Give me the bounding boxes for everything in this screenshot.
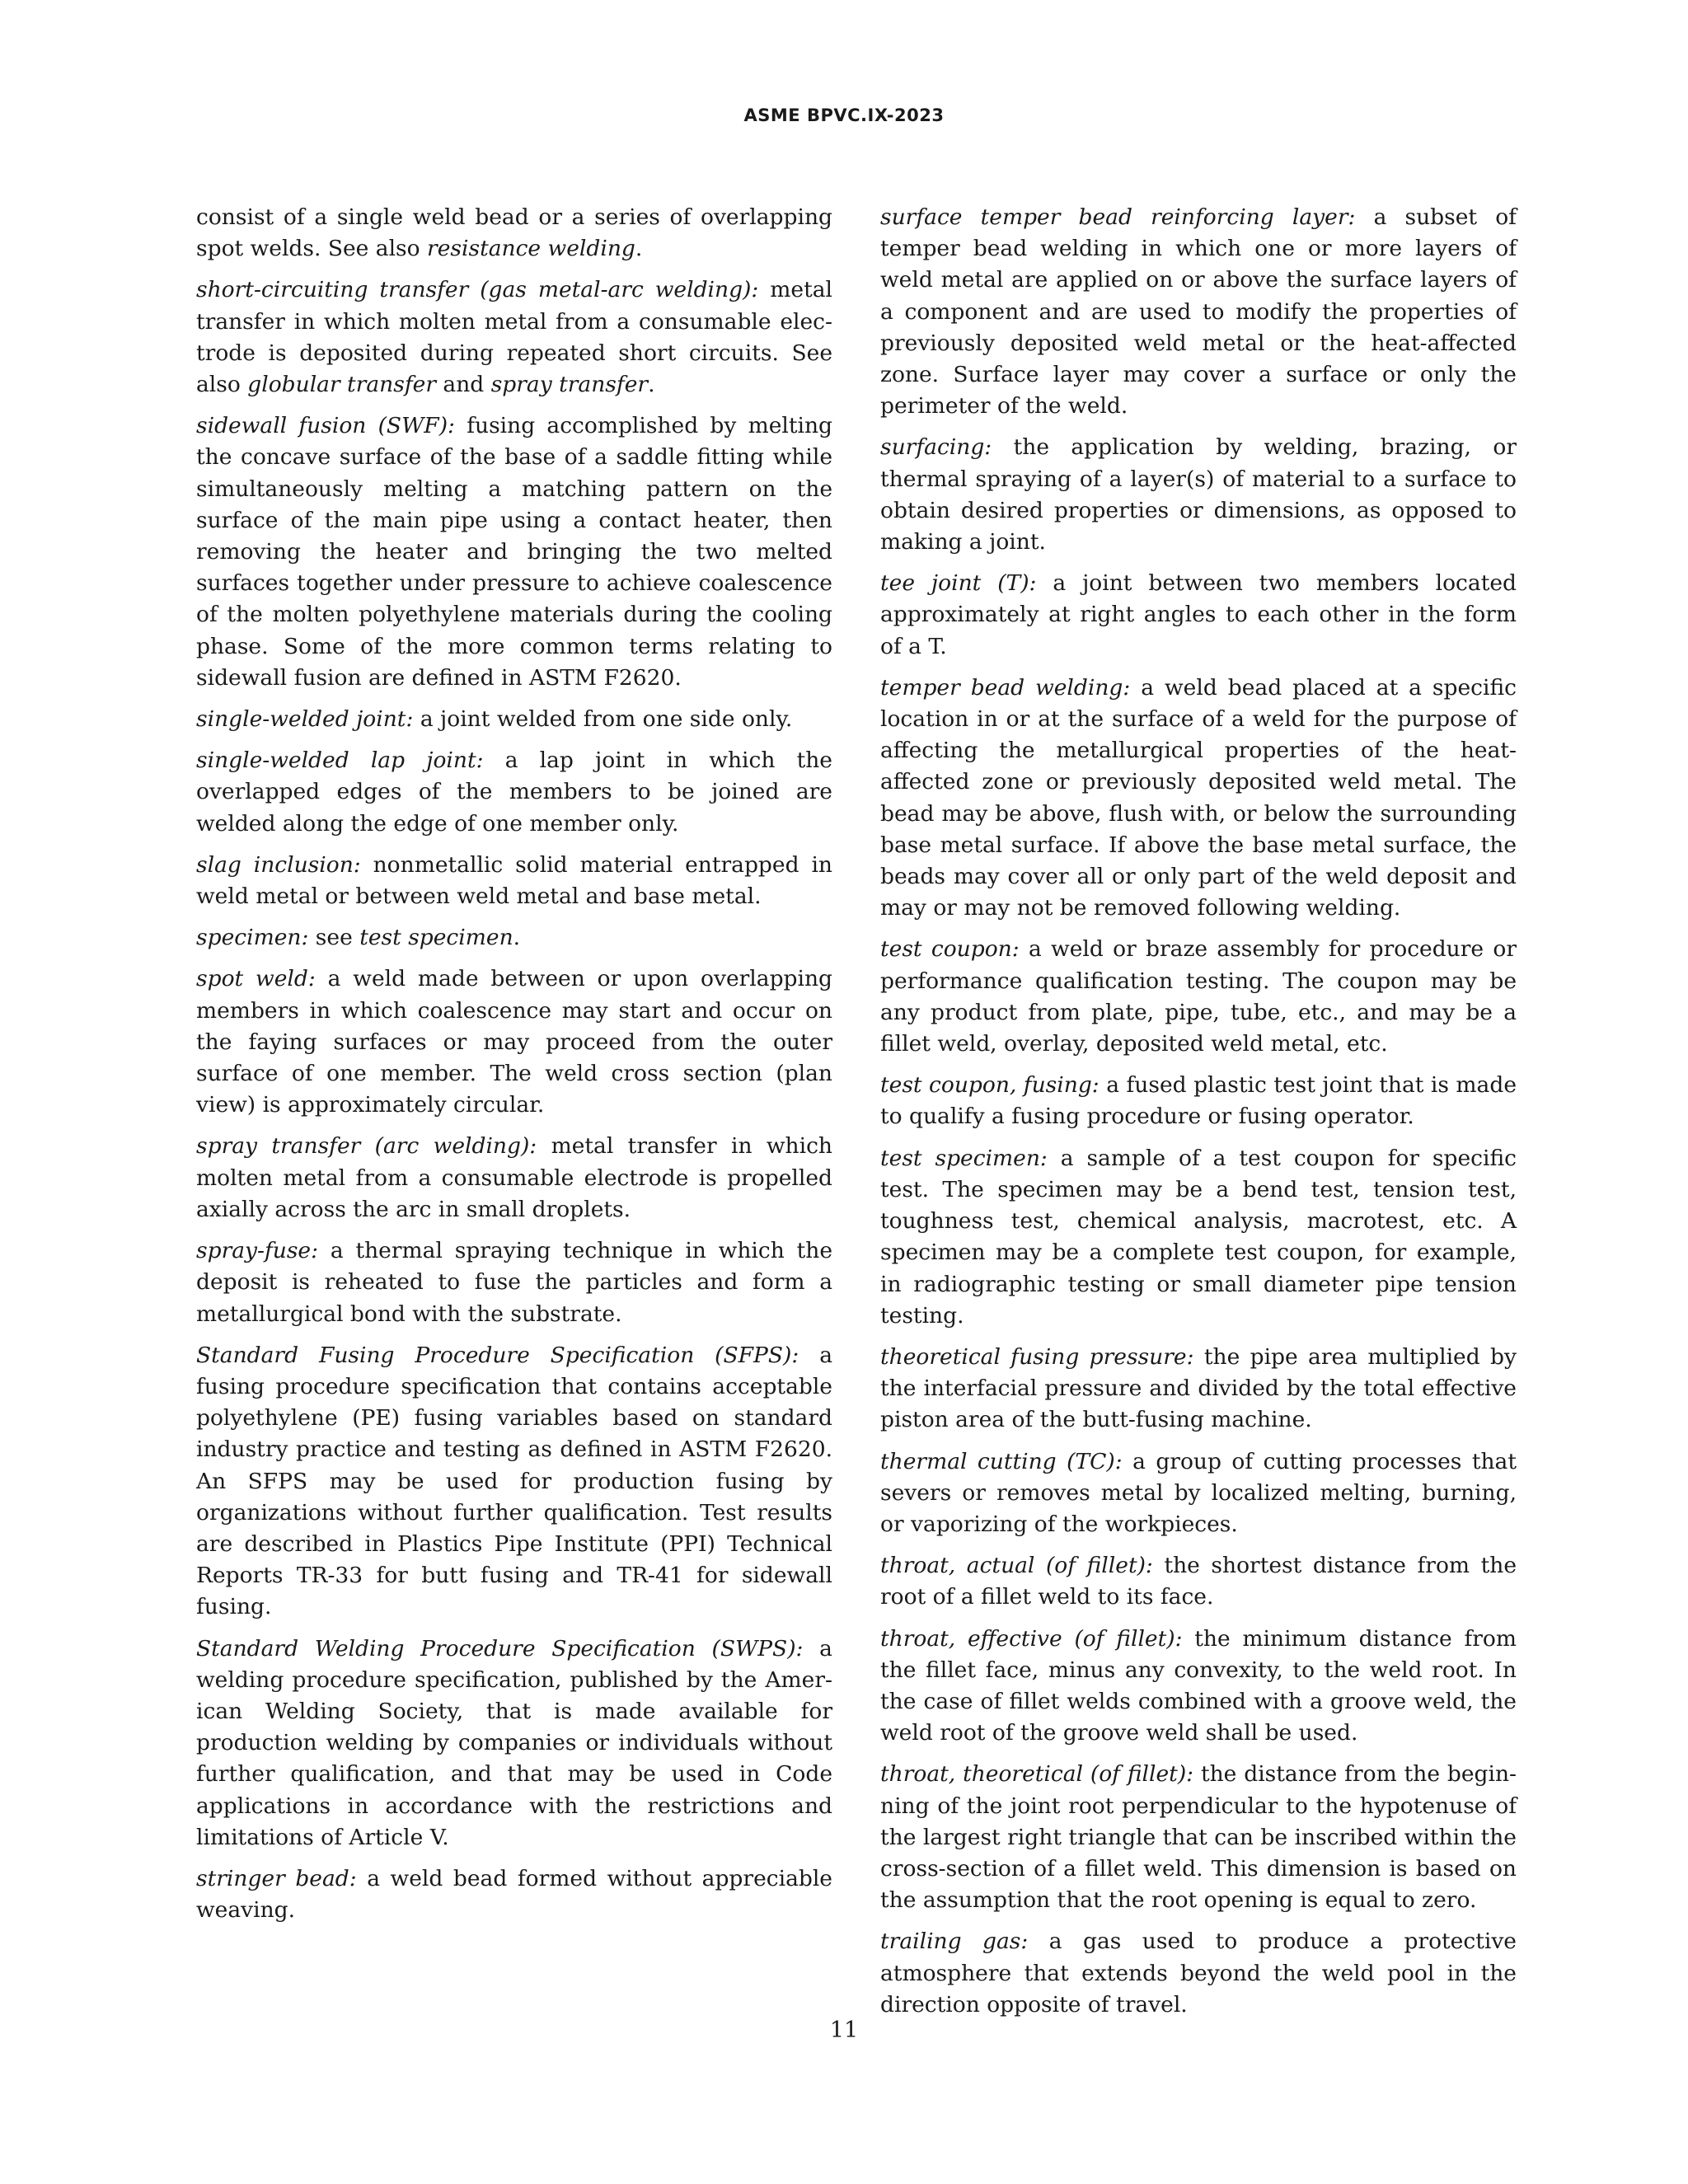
glossary-term: spray-fuse: (196, 1238, 319, 1264)
glossary-term: temper bead welding: (880, 674, 1131, 701)
glossary-term: test specimen: (880, 1145, 1048, 1171)
glossary-definition: a weld bead placed at a specific location in or at the surface of a weld for the purpose of affecting the metallurgical properties of the heat-affected zone or previously deposited weld metal. The bead may be above, flush with, or below the surrounding base metal surface. If above the base metal surface, the beads may cover all or only part of the weld deposit and may or may not be removed following welding. (880, 674, 1517, 921)
page-number: 11 (829, 2018, 859, 2043)
glossary-term: throat, theoretical (of fillet): (880, 1761, 1194, 1788)
page-header: ASME BPVC.IX-2023 (743, 105, 945, 125)
glossary-term: single-welded lap joint: (196, 748, 484, 774)
glossary-term: throat, actual (of fillet): (880, 1553, 1153, 1579)
glossary-definition: a weld made between or upon overlapping members in which coalescence may start and occur on the faying surfaces or may proceed from the outer surface of one member. The weld cross section (plan view) is approximately circular. (196, 966, 832, 1118)
glossary-entry (196, 963, 832, 1121)
glossary-definition: a group of cutting processes that severs or removes metal by localized melting, burning, or vaporizing of the workpieces. (880, 1448, 1517, 1537)
glossary-entry (196, 745, 832, 840)
glossary-term: trailing gas: (880, 1929, 1029, 1955)
glossary-entry (880, 1550, 1517, 1613)
glossary-definition: a subset of temper bead welding in which one or more layers of weld metal are applied on or above the surface layers of a component and are used to modify the properties of previously deposited weld metal or the heat-affected zone. Surface layer may cover a surface or only the perimeter of the weld. (880, 204, 1517, 419)
glossary-entry (880, 202, 1517, 422)
glossary-definition: . (513, 925, 521, 951)
glossary-entry (196, 274, 832, 401)
glossary-definition: . (635, 236, 643, 262)
glossary-entry (880, 1446, 1517, 1541)
glossary-entry (196, 922, 832, 954)
glossary-entry (880, 1342, 1517, 1436)
glossary-entry (880, 432, 1517, 558)
glossary-definition: and (436, 372, 491, 398)
glossary-definition: . (648, 372, 655, 398)
glossary-definition: a weld or braze assembly for procedure or performance qualification testing. The coupon may be any product from plate, pipe, tube, etc., and may be a fillet weld, overlay, deposited weld metal, etc. (880, 936, 1517, 1057)
glossary-entry (880, 1624, 1517, 1750)
glossary-definition: a welding procedure specification, published by the American Welding Society, that is made available for production welding by companies or individuals without further qualification, and that may be used in Code applications in accordance with the restrictions and limitations of Article V. (196, 1635, 832, 1850)
glossary-entry (880, 673, 1517, 925)
left-column (196, 202, 832, 1936)
glossary-definition: a sample of a test coupon for specific test. The specimen may be a bend test, tension test, toughness test, chemical analysis, macrotest, etc. A specimen may be a complete test coupon, for example, in radiographic testing or small diameter pipe tension testing. (880, 1145, 1517, 1329)
glossary-definition: the application by welding, brazing, or thermal spraying of a layer(s) of material to a surface to obtain desired properties or dimensions, as opposed to making a joint. (880, 434, 1517, 555)
glossary-term: slag inclusion: (196, 851, 361, 878)
glossary-definition: the pipe area multiplied by the interfacial pressure and divided by the total effective piston area of the butt-fusing machine. (880, 1343, 1517, 1433)
glossary-term: short-circuiting transfer (gas metal-arc welding): (196, 277, 759, 303)
glossary-entry (880, 1143, 1517, 1332)
glossary-definition: a weld bead formed without appreciable weaving. (196, 1865, 832, 1924)
glossary-entry (196, 1340, 832, 1624)
right-column (880, 202, 1517, 2031)
cross-reference: resistance welding (427, 236, 635, 262)
glossary-term: Standard Fusing Procedure Specification (SFPS): (196, 1342, 799, 1368)
glossary-definition: a thermal spraying technique in which the deposit is reheated to fuse the particles and form a metallurgical bond with the substrate. (196, 1238, 832, 1327)
glossary-term: theoretical fusing pressure: (880, 1343, 1194, 1370)
glossary-definition: fusing accomplished by melting the concave surface of the base of a saddle fitting while simultaneously melting a matching pattern on the surface of the main pipe using a contact heater, then removing the heater and bringing the two melted surfaces together under pressure to achieve coalescence of the molten polyethylene materials during the cooling phase. Some of the more common terms relating to sidewall fusion are defined in ASTM F2620. (196, 413, 833, 691)
glossary-definition: a lap joint in which the overlapped edges of the members to be joined are welded along the edge of one member only. (196, 748, 832, 837)
glossary-entry (196, 1863, 832, 1926)
glossary-term: spray transfer (arc welding): (196, 1133, 537, 1160)
glossary-entry (880, 1926, 1517, 2021)
glossary-definition: metal transfer in which molten metal from a consumable electrode is propelled axially across the arc in small droplets. (196, 1133, 833, 1222)
glossary-term: tee joint (T): (880, 570, 1037, 597)
glossary-term: sidewall fusion (SWF): (196, 413, 455, 439)
glossary-term: surface temper bead reinforcing layer: (880, 204, 1356, 230)
glossary-entry (196, 1633, 832, 1854)
glossary-entry (196, 410, 832, 694)
glossary-term: stringer bead: (196, 1865, 357, 1891)
glossary-entry (880, 568, 1517, 663)
glossary-term: specimen: (196, 925, 309, 951)
glossary-term: test coupon: (880, 936, 1020, 963)
glossary-definition: a fused plastic test joint that is made to qualify a fusing procedure or fusing operator. (880, 1072, 1517, 1130)
glossary-entry (196, 1235, 832, 1330)
glossary-term: single-welded joint: (196, 706, 414, 733)
glossary-term: thermal cutting (TC): (880, 1448, 1123, 1474)
glossary-definition: a fusing procedure specification that contains acceptable polyethylene (PE) fusing variables based on standard industry practice and testing as defined in ASTM F2620. An SFPS may be used for production fusing by organizations without further qualification. Test results are described in Plastics Pipe Institute (PPI) Technical Reports TR-33 for butt fusing and TR-41 for sidewall fusing. (196, 1342, 832, 1620)
glossary-entry (196, 202, 832, 265)
glossary-entry (196, 704, 832, 735)
glossary-definition: see (308, 925, 360, 951)
glossary-entry (196, 1131, 832, 1226)
glossary-entry (880, 1759, 1517, 1916)
cross-reference: spray transfer (490, 372, 649, 398)
glossary-definition: the minimum distance from the fillet face, minus any convexity, to the weld root. In the case of fillet welds combined with a groove weld, the weld root of the groove weld shall be used. (880, 1625, 1517, 1746)
glossary-term: Standard Welding Procedure Specification (SWPS): (196, 1635, 804, 1661)
glossary-term: surfacing: (880, 434, 992, 461)
glossary-definition: a joint welded from one side only. (413, 706, 793, 733)
glossary-term: spot weld: (196, 966, 316, 992)
glossary-entry (880, 934, 1517, 1060)
glossary-definition: nonmetallic solid material entrapped in weld metal or between weld metal and base metal. (196, 851, 832, 910)
glossary-definition: the shortest distance from the root of a fillet weld to its face. (880, 1553, 1517, 1610)
glossary-term: test coupon, fusing: (880, 1072, 1100, 1099)
glossary-term: throat, effective (of fillet): (880, 1625, 1183, 1652)
glossary-entry (196, 850, 832, 912)
cross-reference: globular transfer (247, 372, 436, 398)
glossary-definition: a gas used to produce a protective atmosphere that extends beyond the weld pool in the direction opposite of travel. (880, 1929, 1517, 2018)
glossary-definition: the distance from the beginning of the joint root perpendicular to the hypotenuse of the largest right triangle that can be inscribed within the cross-section of a fillet weld. This dimension is based on the assumption that the root opening is equal to zero. (880, 1761, 1517, 1914)
cross-reference: test specimen (359, 925, 513, 951)
glossary-definition: a joint between two members located approximately at right angles to each other in the form of a T. (880, 570, 1517, 659)
glossary-definition: metal transfer in which molten metal from a consumable electrode is deposited during repeated short circuits. See also (196, 277, 832, 398)
glossary-entry (880, 1070, 1517, 1132)
glossary-definition: consist of a single weld bead or a series of overlapping spot welds. See also (196, 204, 832, 262)
